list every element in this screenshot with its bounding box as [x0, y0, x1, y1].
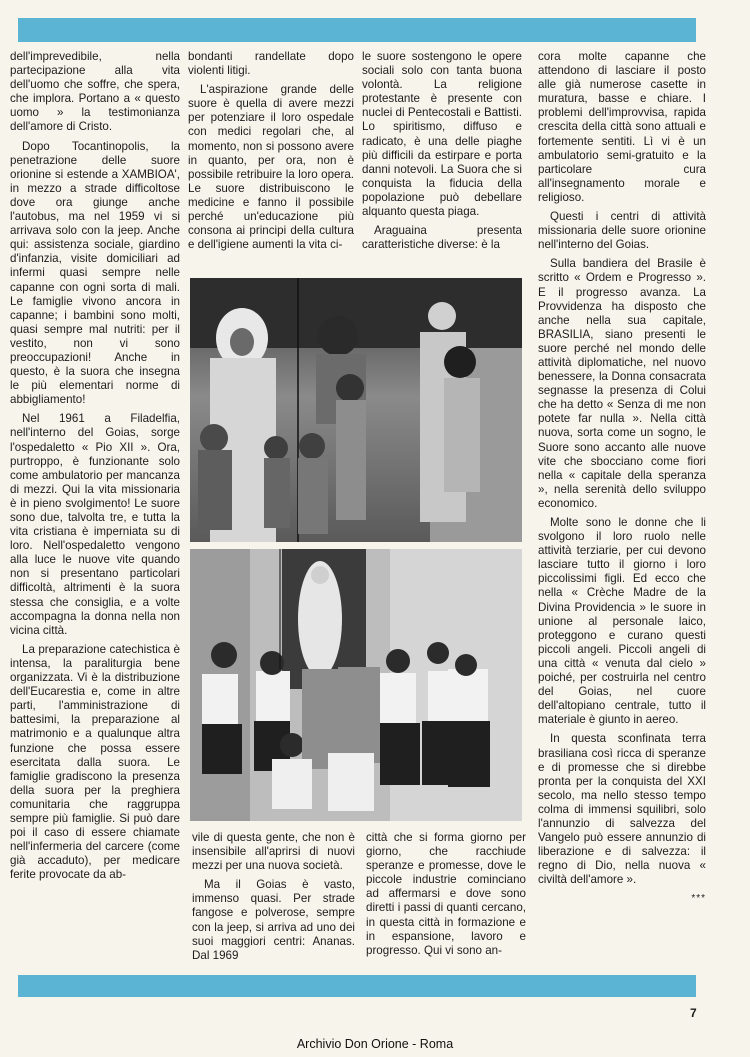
- paragraph: Dopo Tocantinopolis, la penetrazione delle suore orionine si estende a XAMBIOA', in mezzo a strade difficoltose dove ora giunge anche l'autobus, ma nel 1959 vi si arrivava solo con la jeep. Anche qui: assistenza sociale, giardino d'infanzia, visite domiciliari ad infermi quasi sempre nelle capanne con ogni sorta di mali. Le famiglie vivono ancora in capanne; i bambini sono molti, quasi sempre mal nutriti: per il vestito, non vi sono preoccupazioni! Anche in questo, è la suora che insegna le più elementari norme di abbigliamento!: [10, 139, 180, 407]
- paragraph: Araguaina presenta caratteristiche diverse: è la: [362, 224, 522, 252]
- end-mark: ***: [691, 893, 706, 905]
- photo-nuns-with-children: [190, 278, 522, 542]
- photo-group-with-statue-image: [190, 549, 522, 821]
- column-4: [538, 50, 706, 907]
- paragraph: Ma il Goias è vasto, immenso quasi. Per strade fangose e polverose, sempre con la jeep, si arriva ad uno dei suoi maggiori centri: Ananas. Dal 1969: [192, 878, 355, 962]
- paragraph: Sulla bandiera del Brasile è scritto « Ordem e Progresso ». E il progresso avanza. La Provvidenza ha disposto che anche nella sua capitale, BRASILIA, siano presenti le suore perché nel mondo delle attività diplomatiche, nel nuovo benessere, la Donna consacrata segnasse la presenza di Colui che ha detto « Senza di me non potete far nulla ». Nella città nuova, sorta come un sogno, le Suore sono accanto alle nuove vite che sbocciano come fiori nella « capitale della speranza », nella serenità dello sviluppo economico.: [538, 257, 706, 510]
- paragraph: Nel 1961 a Filadelfia, nell'interno del Goias, sorge l'ospedaletto « Pio XII ». Ora, purtroppo, è funzionante solo come ambulatorio per mancanza di mezzi. Qui la vita missionaria è in pieno svolgimento! Le suore sono due, talvolta tre, e tutta la vita cristiana è imperniata su di loro. Nell'ospedaletto vengono alla luce le nuove vite quando non si presentano particolari difficoltà, altrimenti è la suora stessa che consiglia, e a volte accompagna la donna nella non vicina città.: [10, 412, 180, 637]
- bottom-color-band: [18, 975, 696, 997]
- paragraph: città che si forma giorno per giorno, che racchiude speranze e promesse, dove le piccole industrie cominciano ad affermarsi e dove sono diretti i passi di quanti cercano, in questa città in formazione e in espansione, lavoro e progresso. Qui vi sono an-: [366, 831, 526, 957]
- paragraph: In questa sconfinata terra brasiliana così ricca di speranze e di promesse che si direbbe pronta per la conquista del XXI secolo, ma nello stesso tempo colma di immensi squilibri, solo l'annunzio di salvezza del Vangelo può essere annunzio di liberazione e di salvezza: il regno di Dio, nella nuova « civiltà dell'amore ».: [538, 732, 706, 887]
- paragraph: le suore sostengono le opere sociali solo con tanta buona volontà. La religione protestante è presente con nuclei di Pentecostali e Battisti. Lo spiritismo, diffuso e radicato, è una delle piaghe più difficili da estirpare e porta danni notevoli. La Suora che si conquista la fiducia della popolazione può debellare alquanto questa piaga.: [362, 50, 522, 219]
- column-2-top: [188, 50, 354, 257]
- paragraph: dell'imprevedibile, nella partecipazione alla vita dell'uomo che soffre, che spera, che implora. Portano a « questo uomo » la testimonianza dell'amore di Cristo.: [10, 50, 180, 134]
- column-5: [192, 831, 355, 968]
- paragraph: Molte sono le donne che li svolgono il loro ruolo nelle attività terziarie, per cui devono lasciare tutto il giorno i loro piccolissimi figli. Ed ecco che nella « Crèche Madre de la Divina Providencia » le suore in unione al personale laico, proteggono e curano questi piccoli angeli. Piccoli angeli di una città « venuta dal cielo » poiché, per costruirla nel centro del Goias, nel cuore dell'altopiano centrale, tutto il materiale è giunto in aereo.: [538, 516, 706, 727]
- top-color-band: [18, 18, 696, 42]
- photo-nuns-with-children-image: [190, 278, 522, 542]
- paragraph: bondanti randellate dopo violenti litigi.: [188, 50, 354, 78]
- page-number: 7: [690, 1006, 697, 1020]
- paragraph: cora molte capanne che attendono di lasciare il posto alle già numerose casette in muratura, basse e chiare. I problemi dell'improvvisa, rapida crescita della città sono attuali e fortemente sentiti. Lì vi è un ambulatorio semi-gratuito e la particolare cura all'insegnamento morale e religioso.: [538, 50, 706, 204]
- column-6: [366, 831, 526, 963]
- paragraph: L'aspirazione grande delle suore è quella di avere mezzi per potenziare il loro ospedale con medici regolari che, al momento, non si possono avere in quanto, per ora, non è possibile retribuire la loro opera. Le suore distribuiscono le medicine e fanno il possibile perché un'educazione più consona ai principi della cultura e dell'igiene aumenti la vita ci-: [188, 83, 354, 252]
- archive-footer: Archivio Don Orione - Roma: [296, 1037, 454, 1051]
- column-3-top: [362, 50, 522, 257]
- column-1: [10, 50, 180, 887]
- paragraph: Questi i centri di attività missionaria delle suore orionine nell'interno del Goias.: [538, 210, 706, 252]
- paragraph: vile di questa gente, che non è insensibile all'aprirsi di nuovi mezzi per una nuova società.: [192, 831, 355, 873]
- photo-group-with-statue: [190, 549, 522, 821]
- paragraph: La preparazione catechistica è intensa, la paraliturgia bene organizzata. Vi è la distribuzione dell'Eucarestia e, come in altre parti, l'amministrazione di battesimi, la preparazione al matrimonio e a qualunque altra funzione che possa essere esercitata dalla suora. Le famiglie gradiscono la presenza della suora per la preghiera comunitaria che raggruppa sempre più famiglie. Si può dare poi il caso di essere chiamate nell'infermeria del carcere (come già accaduto), per medicare ferite provocate da ab-: [10, 642, 180, 882]
